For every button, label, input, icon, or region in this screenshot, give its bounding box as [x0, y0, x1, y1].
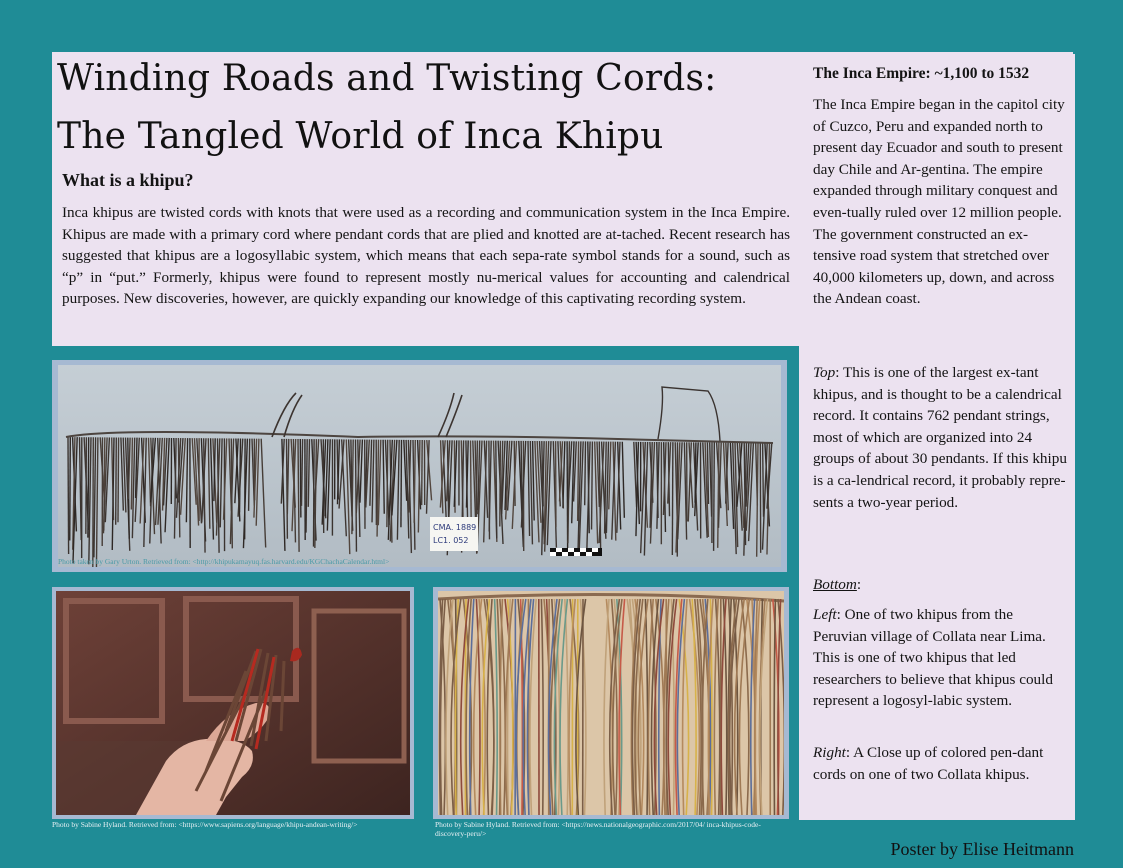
- museum-label-line-1: CMA. 1889: [433, 523, 477, 532]
- top-photo-caption: [813, 362, 1067, 513]
- right-caption-label: Right: [813, 744, 846, 761]
- poster-credit: Poster by Elise Heitmann: [890, 839, 1074, 859]
- left-photo-caption: [813, 604, 1067, 712]
- calendar-khipu-photo-frame: [52, 360, 787, 572]
- top-caption-text: : This is one of the largest ex-tant khipus, and is thought to be a calendrical record. It contains 762 pendant strings, most of which are organized into 24 groups of about 30 pendants. If this khipu is a ca-lendrical record, it probably repre-sents a two-year period.: [813, 364, 1067, 511]
- top-caption-label: Top: [813, 364, 836, 381]
- left-caption-label: Left: [813, 606, 837, 623]
- right-photo-credit: Photo by Sabine Hyland. Retrieved from: <https://news.nationalgeographic.com/2017/04/ inca-khipus-code-discovery-peru/>: [435, 820, 761, 838]
- inca-empire-text: The Inca Empire began in the capitol city of Cuzco, Peru and expanded north to present day Ecuador and south to present day Chile and Ar-gentina. The empire expanded through military conquest and even-tually ruled over 12 million people. The government constructed an ex-tensive road system that stretched over 40,000 kilometers up, down, and across the Andean coast.: [813, 96, 1065, 308]
- colored-pendant-cords-photo: [438, 591, 784, 815]
- left-caption-text: : One of two khipus from the Peruvian village of Collata near Lima. This is one of two khipus that led researchers to believe that khipus could represent a logosyl-labic system.: [813, 606, 1053, 710]
- collata-khipu-hand-photo: [56, 591, 410, 815]
- bottom-caption-colon: :: [856, 576, 862, 593]
- right-photo-caption: [813, 742, 1067, 785]
- poster-title-line-1: Winding Roads and Twisting Cords:: [57, 58, 717, 99]
- colored-cords-photo-frame: [433, 587, 789, 819]
- right-caption-text: : A Close up of colored pen-dant cords on one of two Collata khipus.: [813, 744, 1044, 783]
- left-photo-credit: Photo by Sabine Hyland. Retrieved from: <https://www.sapiens.org/language/khipu-andean-writing/>: [52, 820, 358, 829]
- museum-label: [430, 517, 478, 551]
- bottom-photos-caption-label: [813, 574, 1067, 596]
- what-is-khipu-body: Inca khipus are twisted cords with knots that were used as a recording and communication system in the Inca Empire. Khipus are made with a primary cord where pendant cords that are plied and knotted are at-tached. Recent research has suggested that khipus are a logosyllabic system, which means that each sepa-rate symbol stands for a sound, such as “p” in “put.” Formerly, khipus were found to represent mostly nu-merical values for accounting and calendrical purposes. New discoveries, however, are quickly expanding our knowledge of this captivating recording system.: [62, 204, 790, 308]
- collata-khipu-photo-frame: [52, 587, 414, 819]
- calendar-khipu-photo: [58, 365, 781, 567]
- what-is-khipu-heading: What is a khipu?: [62, 170, 194, 190]
- poster-title-line-2: The Tangled World of Inca Khipu: [57, 116, 664, 157]
- museum-label-line-2: LC1. 052: [433, 536, 469, 545]
- bottom-caption-label: Bottom: [813, 576, 857, 593]
- scale-bar: [550, 548, 602, 556]
- top-photo-credit: Photo taken by Gary Urton. Retrieved from: <http://khipukamayuq.fas.harvard.edu/KGChachaCalendar.html>: [58, 557, 390, 566]
- inca-empire-heading: The Inca Empire: ~1,100 to 1532: [813, 65, 1030, 82]
- panel-top-strip: [799, 52, 1073, 56]
